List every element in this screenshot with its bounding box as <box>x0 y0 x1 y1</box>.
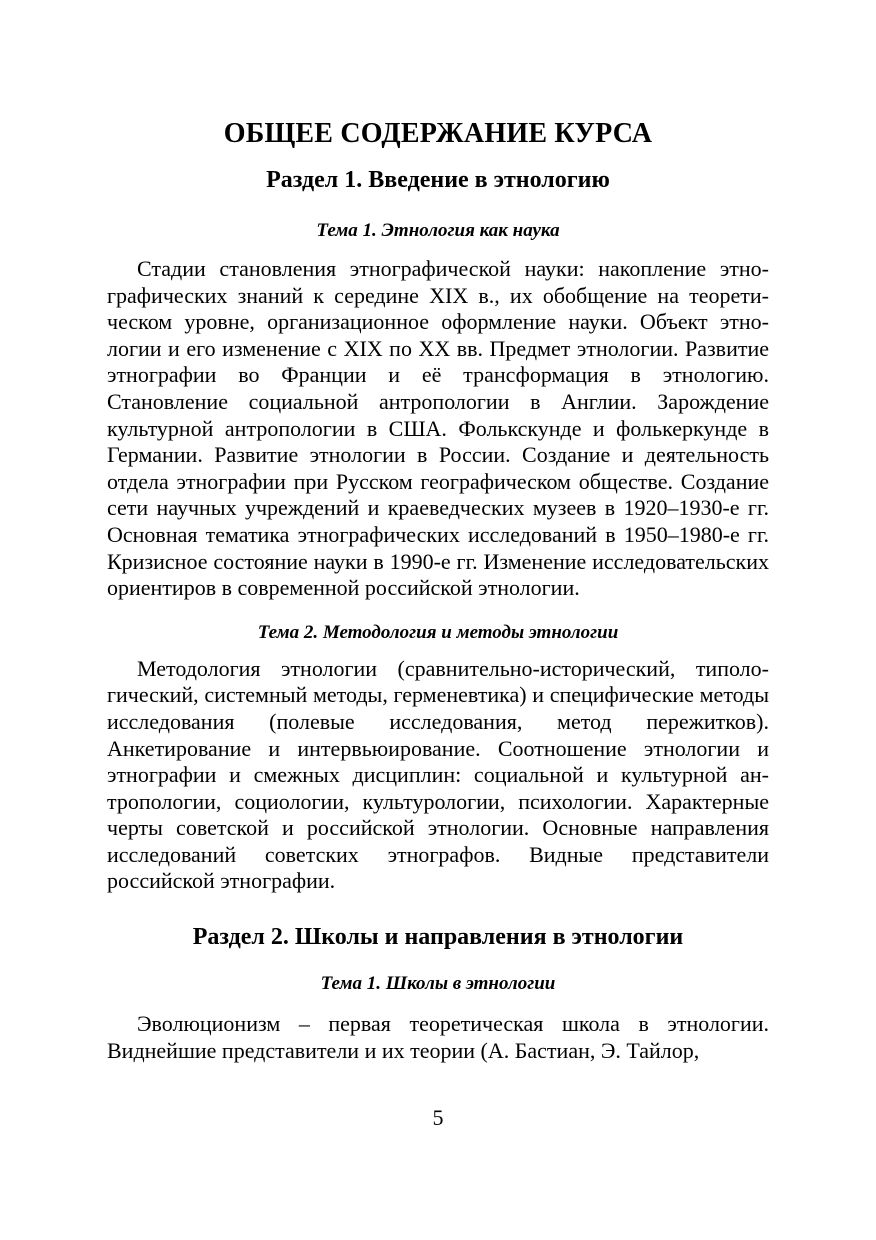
section-2-topic-1-paragraph: Эволюционизм – первая теоретическая школа в этнологии. Виднейшие представители и их теории (А. Бастиан, Э. Тайлор, <box>107 1011 769 1063</box>
section-1-topic-2-paragraph: Методология этнологии (сравнительно-исторический, типологический, системный методы, герменевтика) и специфические методы исследования (полевые исследования, метод пережитков). Анкетирование и интервьюирование. Соотношение этнологии и этнографии и смежных дисциплин: социальной и культурной антропологии, социологии, культурологии, психологии. Характерные черты советской и российской этнологии. Основные направления исследований советских этнографов. Видные представители российской этнографии. <box>107 655 769 894</box>
section-1-topic-1-paragraph: Стадии становления этнографической науки: накопление этнографических знаний к середине XIX в., их обобщение на теоретическом уровне, организационное оформление науки. Объект этнологии и его изменение с XIX по XX вв. Предмет этнологии. Развитие этнографии во Франции и её трансформация в этнологию. Становление социальной антропологии в Англии. Зарождение культурной антропологии в США. Фолькскунде и фолькеркунде в Германии. Развитие этнологии в России. Создание и деятельность отдела этнографии при Русском географическом обществе. Создание сети научных учреждений и краеведческих музеев в 1920–1930-е гг. Основная тематика этнографических исследований в 1950–1980-е гг. Кризисное состояние науки в 1990-е гг. Изменение исследовательских ориентиров в современной российской этнологии. <box>107 256 769 601</box>
section-1-title: Раздел 1. Введение в этнологию <box>266 167 610 193</box>
page-title: ОБЩЕЕ СОДЕРЖАНИЕ КУРСА <box>223 118 653 149</box>
page-number: 5 <box>432 1105 444 1130</box>
page-content <box>107 112 769 1064</box>
section-1-topic-2-title: Тема 2. Методология и методы этнологии <box>257 621 619 643</box>
section-2-topic-1-title: Тема 1. Школы в этнологии <box>320 973 556 995</box>
section-2-title: Раздел 2. Школы и направления в этнологии <box>192 924 684 951</box>
section-1-topic-1-title: Тема 1. Этнология как наука <box>316 220 560 241</box>
